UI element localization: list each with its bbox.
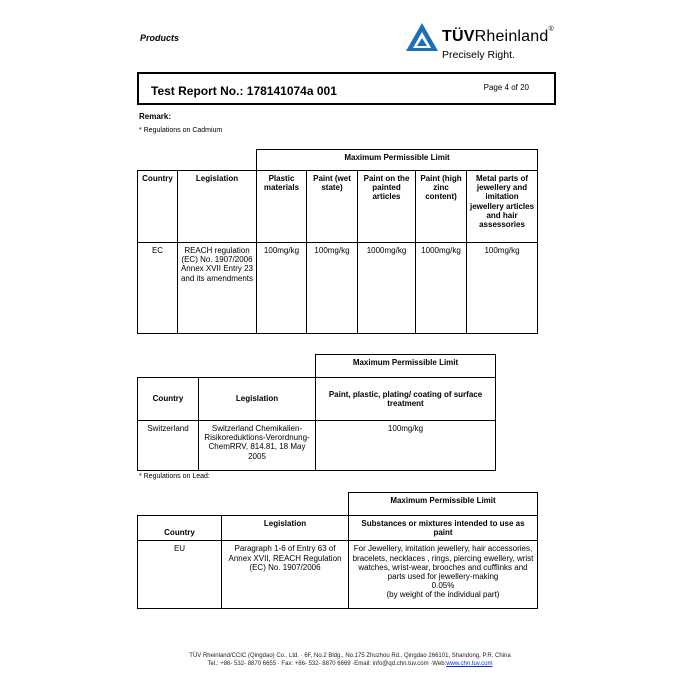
- cell-limit-value: 0.05%: [431, 581, 455, 591]
- cell-legislation: Switzerland Chemikalien-Risikoreduktions-Verordnung-ChemRRV, 814.81, 18 May 2005: [199, 421, 316, 471]
- cell-value: 100mg/kg: [316, 421, 496, 471]
- col-header-country: Country: [138, 378, 199, 421]
- lead-note: * Regulations on Lead:: [139, 473, 210, 480]
- col-header-legislation: Legislation: [199, 378, 316, 421]
- cell-value: 1000mg/kg: [416, 243, 467, 334]
- col-header-substances: Substances or mixtures intended to use as paint: [349, 516, 538, 541]
- col-header-plastic: Plastic materials: [257, 171, 307, 243]
- lead-eu-table: [137, 492, 538, 609]
- page-number: Page 4 of 20: [483, 83, 529, 92]
- logo-brand: TÜVRheinland®: [442, 26, 554, 45]
- page-footer: [110, 652, 590, 668]
- col-header-limit: Paint, plastic, plating/ coating of surface treatment: [316, 378, 496, 421]
- logo-tagline: Precisely Right.: [442, 49, 515, 61]
- col-header-paint-zinc: Paint (high zinc content): [416, 171, 467, 243]
- cell-country: Switzerland: [138, 421, 199, 471]
- triangle-logo-icon: [405, 22, 439, 52]
- col-header-country: Country: [138, 516, 222, 541]
- cell-legislation: Paragraph 1-6 of Entry 63 of Annex XVII, REACH Regulation (EC) No. 1907/2006: [222, 541, 349, 609]
- col-header-paint-painted: Paint on the painted articles: [358, 171, 416, 243]
- tuv-logo: [405, 22, 555, 64]
- report-title: Test Report No.: 178141074a 001: [151, 84, 337, 98]
- cell-value: [349, 541, 538, 609]
- section-label: Products: [140, 33, 180, 43]
- cell-value: 100mg/kg: [307, 243, 358, 334]
- cadmium-ec-table: [137, 149, 538, 334]
- group-header: Maximum Permissible Limit: [316, 355, 496, 378]
- cell-value: 100mg/kg: [257, 243, 307, 334]
- table-row: [138, 541, 538, 609]
- table-row: [138, 421, 496, 471]
- cell-scope-text: For Jewellery, imitation jewellery, hair accessories, bracelets, necklaces , rings, piercing ewellery, wrist watches, wrist-wear, brooches and cufflinks and parts used for jewellery-making: [352, 544, 534, 581]
- table-row: [138, 243, 538, 334]
- col-header-metal-parts: Metal parts of jewellery and imitation jewellery articles and hair assessories: [467, 171, 538, 243]
- col-header-legislation: Legislation: [178, 171, 257, 243]
- cell-legislation: REACH regulation (EC) No. 1907/2006 Annex XVII Entry 23 and its amendments: [178, 243, 257, 334]
- footer-contact: Tel.: +86- 532- 8870 6655 · Fax: +86- 532- 8870 6669 ·Email: info@qd.chn.tuv.com ·Web:www.chn.tuv.com: [207, 661, 493, 668]
- col-header-paint-wet: Paint (wet state): [307, 171, 358, 243]
- group-header: Maximum Permissible Limit: [257, 150, 538, 171]
- cadmium-note: * Regulations on Cadmium: [139, 127, 223, 134]
- footer-address: TÜV Rheinland/CCIC (Qingdao) Co., Ltd. · 6F, No.2 Bldg., No.175 Zhuzhou Rd., Qingdao 266101, Shandong, P.R. China: [189, 653, 511, 659]
- cell-value: 1000mg/kg: [358, 243, 416, 334]
- footer-web-link[interactable]: www.chn.tuv.com: [446, 661, 493, 668]
- group-header: Maximum Permissible Limit: [349, 493, 538, 516]
- cell-country: EC: [138, 243, 178, 334]
- cell-limit-basis: (by weight of the individual part): [386, 590, 500, 600]
- col-header-country: Country: [138, 171, 178, 243]
- cell-value: 100mg/kg: [467, 243, 538, 334]
- report-header-box: [137, 72, 556, 105]
- cadmium-switzerland-table: [137, 354, 496, 471]
- col-header-legislation: Legislation: [222, 516, 349, 541]
- remark-label: Remark:: [139, 112, 172, 121]
- cell-country: EU: [138, 541, 222, 609]
